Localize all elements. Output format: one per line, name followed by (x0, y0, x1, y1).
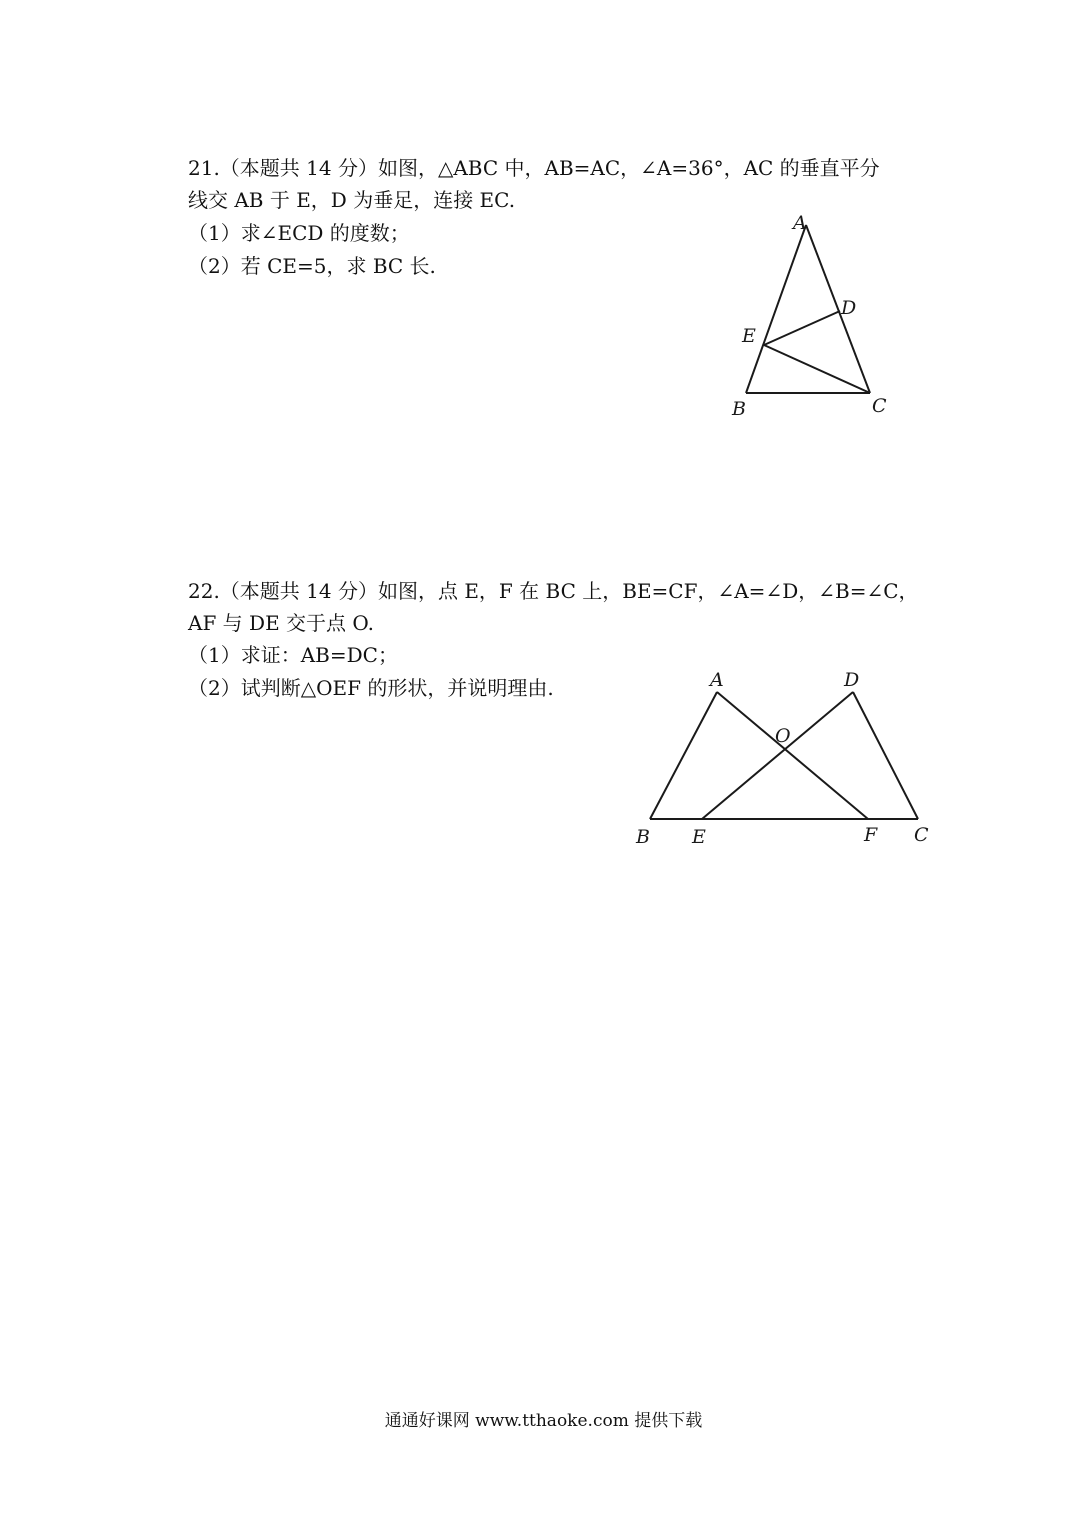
segment-ed (764, 311, 840, 345)
problem-21-figure (720, 205, 900, 425)
problem-22-part-2: （2）试判断△OEF 的形状，并说明理由. (188, 676, 554, 700)
page-footer: 通通好课网 www.tthaoke.com 提供下载 (384, 1411, 703, 1431)
segment-de (702, 692, 853, 819)
label-c: C (914, 824, 929, 846)
problem-22-part-1: （1）求证：AB=DC； (188, 643, 398, 667)
problem-22-figure (630, 660, 940, 855)
label-d: D (841, 297, 857, 319)
segment-af (717, 692, 868, 819)
segment-ab (746, 225, 806, 393)
segment-dc (853, 692, 918, 819)
label-b: B (636, 826, 650, 848)
label-d: D (844, 669, 860, 691)
problem-22-statement-line-1: 22.（本题共 14 分）如图，点 E，F 在 BC 上，BE=CF，∠A=∠D，∠B=∠C， (188, 579, 919, 603)
label-b: B (732, 398, 746, 420)
problem-22-statement-line-2: AF 与 DE 交于点 O. (188, 611, 374, 635)
problem-21-part-1: （1）求∠ECD 的度数； (188, 221, 410, 245)
problem-21-part-2: （2）若 CE=5，求 BC 长. (188, 254, 436, 278)
label-a: A (793, 212, 807, 234)
label-a: A (710, 669, 724, 691)
problem-21-statement-line-1: 21.（本题共 14 分）如图，△ABC 中，AB=AC，∠A=36°，AC 的垂直平分 (188, 156, 880, 180)
label-f: F (864, 824, 878, 846)
label-e: E (692, 826, 706, 848)
problem-21-statement-line-2: 线交 AB 于 E，D 为垂足，连接 EC. (188, 188, 516, 212)
label-c: C (872, 395, 887, 417)
label-o: O (775, 725, 791, 747)
label-e: E (742, 325, 756, 347)
segment-ab (650, 692, 717, 819)
